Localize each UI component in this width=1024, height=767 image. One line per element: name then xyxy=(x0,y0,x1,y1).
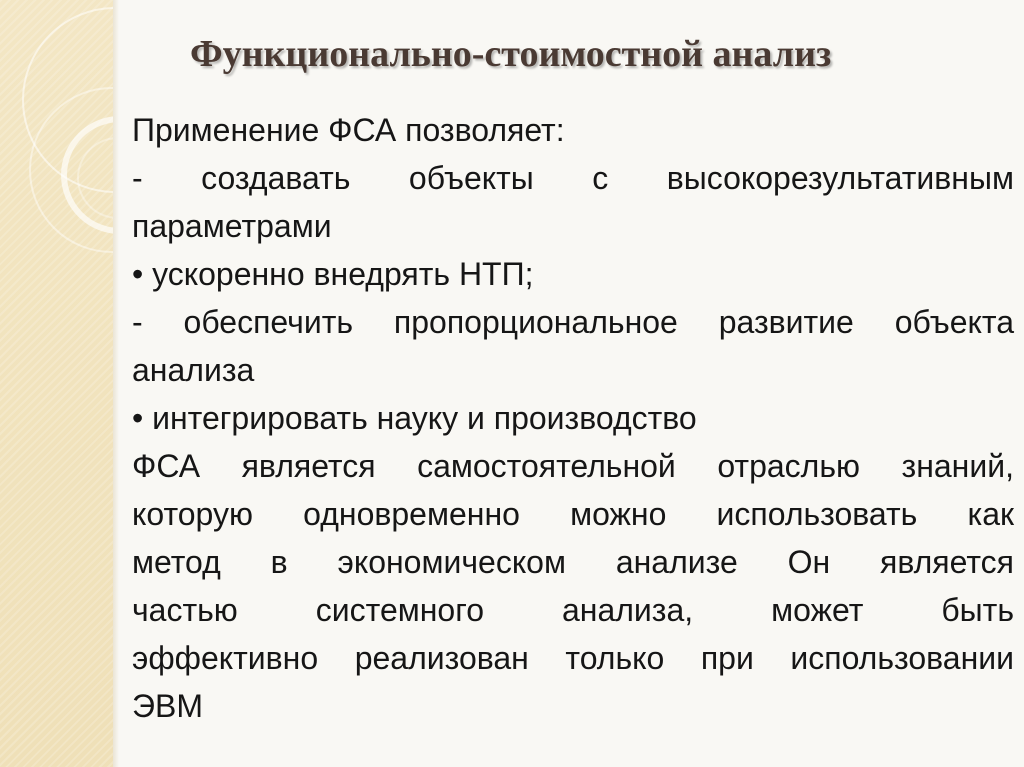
word: ФСА xyxy=(132,448,201,484)
slide-body xyxy=(132,106,1014,730)
paragraph-line xyxy=(132,490,1014,538)
list-item-create-objects-cont: параметрами xyxy=(132,208,332,244)
word: анализе xyxy=(615,544,738,580)
list-item-integrate-science: • интегрировать науку и производство xyxy=(132,400,697,436)
paragraph-line xyxy=(132,586,1014,634)
word: метод xyxy=(132,544,221,580)
word: отраслью xyxy=(717,448,860,484)
word: является xyxy=(241,448,376,484)
decorative-side-band xyxy=(0,0,113,767)
word: обеспечить xyxy=(183,304,354,340)
word: можно xyxy=(570,496,667,532)
word: реализован xyxy=(354,640,529,676)
word: одновременно xyxy=(303,496,520,532)
word: эффективно xyxy=(132,640,319,676)
word: Он xyxy=(787,544,831,580)
word: только xyxy=(565,640,665,676)
word: использовать xyxy=(716,496,918,532)
word: экономическом xyxy=(337,544,566,580)
word: объекты xyxy=(408,160,534,196)
word: частью xyxy=(132,592,238,628)
paragraph-line xyxy=(132,442,1014,490)
paragraph-line xyxy=(132,634,1014,682)
list-item-create-objects xyxy=(132,154,1014,202)
decorative-circles-graphic xyxy=(0,0,113,767)
word: в xyxy=(270,544,288,580)
word: объекта xyxy=(894,304,1014,340)
word: которую xyxy=(132,496,253,532)
band-edge-shadow xyxy=(113,0,119,767)
word: создавать xyxy=(201,160,351,196)
word: высокорезультативным xyxy=(666,160,1014,196)
list-item-ntp: • ускоренно внедрять НТП; xyxy=(132,256,534,292)
word: является xyxy=(880,544,1014,580)
word: при xyxy=(700,640,754,676)
word: системного xyxy=(315,592,484,628)
intro-line: Применение ФСА позволяет: xyxy=(132,112,565,148)
word: как xyxy=(967,496,1014,532)
paragraph-last-line: ЭВМ xyxy=(132,688,203,724)
word: самостоятельной xyxy=(417,448,676,484)
word: - xyxy=(132,304,143,340)
list-item-proportional-development-cont: анализа xyxy=(132,352,255,388)
word: знаний, xyxy=(901,448,1014,484)
list-item-proportional-development xyxy=(132,298,1014,346)
word: использовании xyxy=(790,640,1014,676)
word: развитие xyxy=(718,304,854,340)
word: быть xyxy=(941,592,1014,628)
word: анализа, xyxy=(561,592,694,628)
paragraph-line xyxy=(132,538,1014,586)
word: с xyxy=(592,160,609,196)
word: может xyxy=(771,592,864,628)
word: - xyxy=(132,160,143,196)
slide-title: Функционально-стоимостной анализ xyxy=(190,33,832,75)
word: пропорциональное xyxy=(393,304,678,340)
